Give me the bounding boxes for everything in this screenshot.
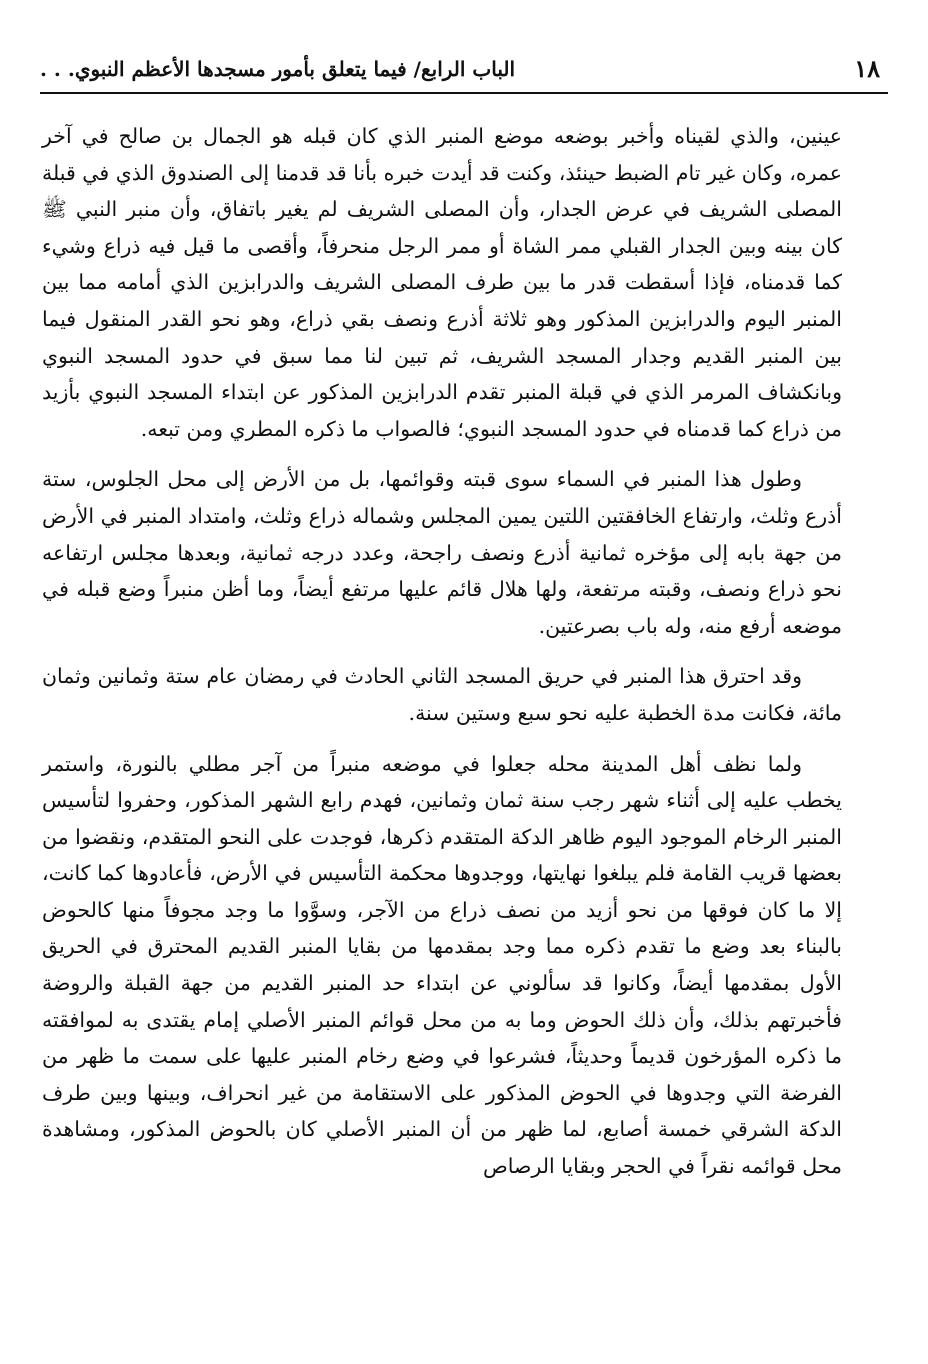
paragraph-3: وقد احترق هذا المنبر في حريق المسجد الثاني الحادث في رمضان عام ستة وثمانين وثمان مائة، فكانت مدة الخطبة عليه نحو سبع وستين سنة. [42,664,842,725]
paragraph-1: عينين، والذي لقيناه وأخبر بوضعه موضع المنبر الذي كان قبله هو الجمال بن صالح في آخر عمره، وكان غير تام الضبط حينئذ، وكنت قد أيدت خبره بأنا قد قدمنا إلى الصندوق الذي في قبلة المصلى الشريف في عرض الجدار، وأن المصلى الشريف لم يغير باتفاق، وأن منبر النبي ﷺ كان بينه وبين الجدار القبلي ممر الشاة أو ممر الرجل منحرفاً، وأقصى ما قيل فيه ذراع وشيء كما قدمناه، فإذا أسقطت قدر ما بين طرف المصلى الشريف والدرابزين الذي أمامه مما بين المنبر اليوم والدرابزين المذكور وهو ثلاثة أذرع ونصف بقي ذراع، وهو نحو القدر المنقول فيما بين المنبر القديم وجدار المسجد الشريف، ثم تبين لنا مما سبق في حدود المسجد النبوي وبانكشاف المرمر الذي في قبلة المنبر تقدم الدرابزين المذكور عن ابتداء المسجد النبوي بأزيد من ذراع كما قدمناه في حدود المسجد النبوي؛ فالصواب ما ذكره المطري ومن تبعه. [42,124,842,441]
running-head: الباب الرابع/ فيما يتعلق بأمور مسجدها الأعظم النبوي. . . [40,57,516,81]
paragraph-4: ولما نظف أهل المدينة محله جعلوا في موضعه منبراً من آجر مطلي بالنورة، واستمر يخطب عليه إلى أثناء شهر رجب سنة ثمان وثمانين، فهدم رابع الشهر المذكور، وحفروا لتأسيس المنبر الرخام الموجود اليوم ظاهر الدكة المتقدم ذكرها، فوجدت على النحو المتقدم، ونقضوا من بعضها قريب القامة فلم يبلغوا نهايتها، ووجدوها محكمة التأسيس في الأرض، فأعادوها كما كانت، إلا ما كان فوقها من نحو أزيد من نصف ذراع من الآجر، وسوَّوا ما وجد مجوفاً منها كالحوض بالبناء بعد وضع ما تقدم ذكره مما وجد بمقدمها من بقايا المنبر القديم المحترق في الحريق الأول بمقدمها أيضاً، وكانوا قد سألوني عن ابتداء حد المنبر القديم من جهة القبلة والروضة فأخبرتهم بذلك، وأن ذلك الحوض وما به من محل قوائم المنبر الأصلي إمام يقتدى به لموافقته ما ذكره المؤرخون قديماً وحديثاً، فشرعوا في وضع رخام المنبر عليها على سمت ما ظهر من الفرضة التي وجدوها في الحوض المذكور على الاستقامة من غير انحراف، وبينها وبين طرف الدكة الشرقي خمسة أصابع، لما ظهر من أن المنبر الأصلي كان بالحوض المذكور، ومشاهدة محل قوائمه نقراً في الحجر وبقايا الرصاص [42,751,842,1179]
page-body [42,118,842,1185]
page-number: ١٨ [854,54,880,83]
page-header [40,52,888,94]
paragraph-2: وطول هذا المنبر في السماء سوى قبته وقوائمها، بل من الأرض إلى محل الجلوس، ستة أذرع وثلث، وارتفاع الخافقتين اللتين يمين المجلس وشماله ذراع وثلث، وامتداد المنبر في الأرض من جهة بابه إلى مؤخره ثمانية أذرع ونصف راجحة، وعدد درجه ثمانية، وبعدها مجلس ارتفاعه نحو ذراع ونصف، وقبته مرتفعة، ولها هلال قائم عليها مرتفع أيضاً، وما أظن منبراً وضع قبله في موضعه أرفع منه، وله باب بصرعتين. [42,467,842,638]
